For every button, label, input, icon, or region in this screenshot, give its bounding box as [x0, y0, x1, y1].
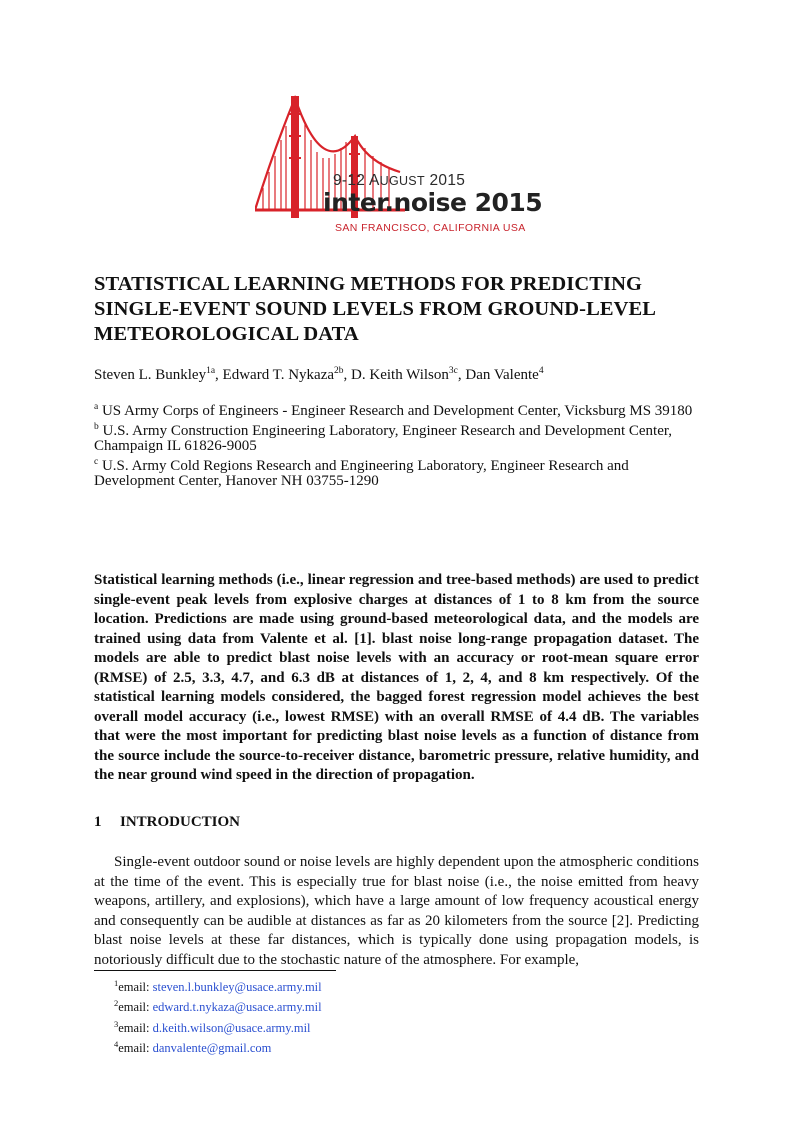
paper-title: STATISTICAL LEARNING METHODS FOR PREDICTING SINGLE-EVENT SOUND LEVELS FROM GROUND-LEVEL METEOROLOGICAL DATA [94, 273, 655, 345]
conference-location: SAN FRANCISCO, CALIFORNIA USA [335, 222, 526, 234]
author: Steven L. Bunkley$^{1a}$, [94, 366, 223, 383]
email-link[interactable]: danvalente@gmail.com [152, 1041, 272, 1056]
author-list [94, 366, 544, 384]
affiliation-list [94, 400, 704, 490]
footnotes [114, 975, 322, 1057]
footnote-rule [94, 970, 336, 971]
footnote: $^4$email: danvalente@gmail.com [114, 1039, 272, 1056]
affiliation: $^b$ U.S. Army Construction Engineering Laboratory, Engineer Research and Development Center, Champaign IL 61826-9005 [94, 421, 673, 454]
author: Edward T. Nykaza$^{2b}$, [222, 366, 352, 383]
conference-brand: inter.noise 2015 [323, 188, 543, 217]
introduction-paragraph: Single-event outdoor sound or noise levels are highly dependent upon the atmospheric conditions at the time of the event. This is especially true for blast noise (i.e., the noise emitted from heavy weapons, artillery, and explosions), which have a large amount of low frequency acoustical energy and consequently can be audible at distances as far as 20 kilometers from the source [2]. Predicting blast noise levels at these far distances, which is typically done using propagation models, is notoriously difficult due to the stochastic nature of the atmosphere. For example, [94, 854, 699, 968]
footnote: $^3$email: d.keith.wilson@usace.army.mil [114, 1018, 311, 1036]
footnote: $^1$email: steven.l.bunkley@usace.army.mil [114, 978, 322, 995]
conference-date: 9-12 AUGUST 2015 [333, 172, 466, 189]
affiliation: $^a$ US Army Corps of Engineers - Engineer Research and Development Center, Vicksburg MS 39180 [94, 402, 693, 419]
abstract: Statistical learning methods (i.e., linear regression and tree-based methods) are used to predict single-event peak levels from explosive charges at distances of 1 to 8 km from the source location. Predictions are made using ground-based meteorological data, and the models are trained using data from Valente et al. [1]. blast noise long-range propagation dataset. The models are able to predict blast noise levels with an accuracy or root-mean square error (RMSE) of 2.5, 3.3, 4.7, and 6.3 dB at distances of 1, 2, 4, and 8 km respectively. Of the statistical learning models considered, the bagged forest regression model achieves the best overall model accuracy (i.e., lowest RMSE) with an overall RMSE of 4.4 dB. The variables that were the most important for predicting blast noise levels as a function of distance from the source include the source-to-receiver distance, barometric pressure, relative humidity, and the near ground wind speed in the direction of propagation. [94, 572, 699, 783]
conference-logo [255, 92, 555, 242]
footnote: $^2$email: edward.t.nykaza@usace.army.mil [114, 998, 322, 1015]
email-link[interactable]: edward.t.nykaza@usace.army.mil [152, 1000, 322, 1015]
affiliation: $^c$ U.S. Army Cold Regions Research and Engineering Laboratory, Engineer Research and Development Center, Hanover NH 03755-1290 [94, 456, 629, 489]
author: Dan Valente$^4$ [465, 366, 544, 383]
email-link[interactable]: steven.l.bunkley@usace.army.mil [152, 980, 322, 995]
email-link[interactable]: d.keith.wilson@usace.army.mil [152, 1021, 311, 1036]
section-heading: 1 INTRODUCTION [94, 814, 241, 830]
author: D. Keith Wilson$^{3c}$, [351, 366, 466, 383]
